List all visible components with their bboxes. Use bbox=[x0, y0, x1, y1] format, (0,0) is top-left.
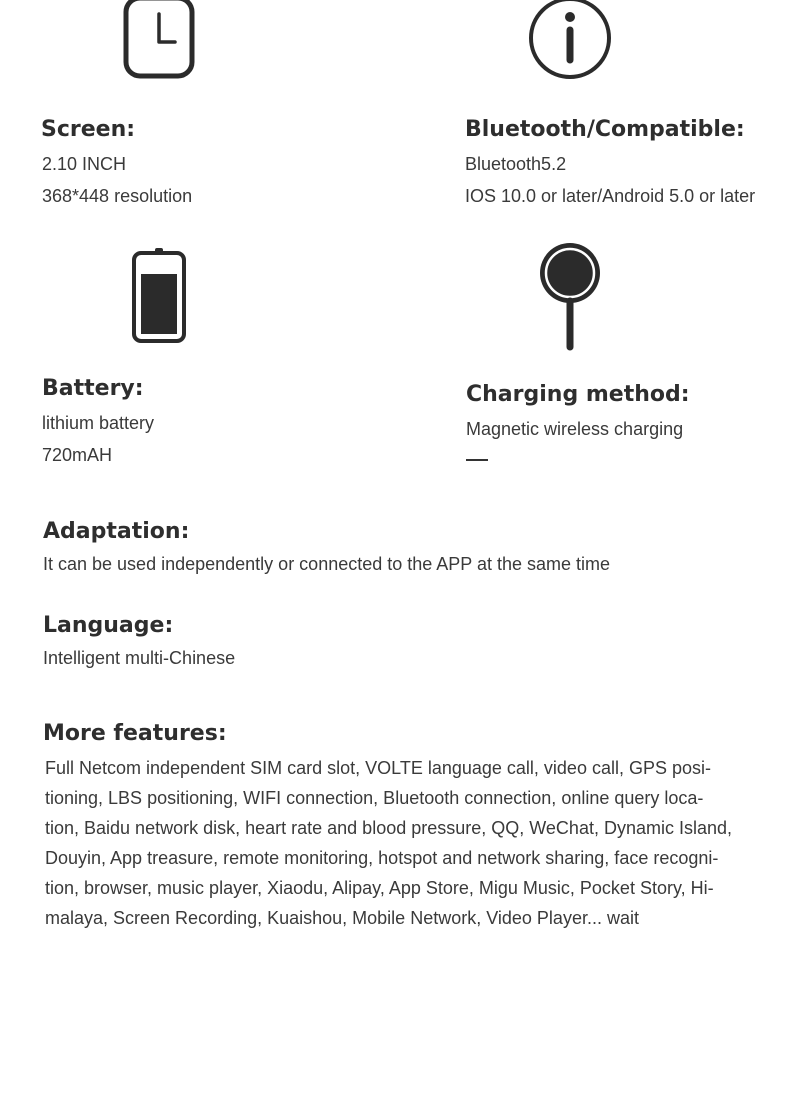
language-text: Intelligent multi-Chinese bbox=[43, 648, 236, 668]
battery-type-value: lithium battery bbox=[42, 413, 155, 433]
screen-title: Screen: bbox=[41, 117, 136, 142]
feature-line: Douyin, App treasure, remote monitoring, hotspot and network sharing, face recogni- bbox=[45, 848, 719, 868]
info-circle-icon bbox=[527, 0, 613, 80]
feature-line: malaya, Screen Recording, Kuaishou, Mobile Network, Video Player... wait bbox=[45, 908, 639, 928]
battery-icon bbox=[129, 246, 189, 346]
screen-size-value: 2.10 INCH bbox=[42, 154, 127, 174]
clock-screen-icon bbox=[122, 0, 196, 80]
more-features-text bbox=[45, 753, 757, 933]
feature-line: Full Netcom independent SIM card slot, VOLTE language call, video call, GPS posi- bbox=[45, 758, 711, 778]
charging-title: Charging method: bbox=[466, 382, 690, 407]
magnetic-charger-icon bbox=[538, 241, 602, 353]
more-features-title: More features: bbox=[43, 721, 227, 746]
charging-method-value: Magnetic wireless charging bbox=[466, 419, 684, 439]
charging-divider bbox=[466, 459, 488, 461]
screen-resolution-value: 368*448 resolution bbox=[42, 186, 193, 206]
bluetooth-title: Bluetooth/Compatible: bbox=[465, 117, 745, 142]
feature-line: tion, browser, music player, Xiaodu, Alipay, App Store, Migu Music, Pocket Story, Hi- bbox=[45, 878, 714, 898]
battery-capacity-value: 720mAH bbox=[42, 445, 113, 465]
compatibility-value: IOS 10.0 or later/Android 5.0 or later bbox=[465, 186, 756, 206]
adaptation-title: Adaptation: bbox=[43, 519, 190, 544]
adaptation-text: It can be used independently or connected to the APP at the same time bbox=[43, 554, 611, 574]
battery-title: Battery: bbox=[42, 376, 144, 401]
feature-line: tioning, LBS positioning, WIFI connection, Bluetooth connection, online query loca- bbox=[45, 788, 704, 808]
language-title: Language: bbox=[43, 613, 174, 638]
bluetooth-version-value: Bluetooth5.2 bbox=[465, 154, 567, 174]
feature-line: tion, Baidu network disk, heart rate and blood pressure, QQ, WeChat, Dynamic Island, bbox=[45, 818, 733, 838]
